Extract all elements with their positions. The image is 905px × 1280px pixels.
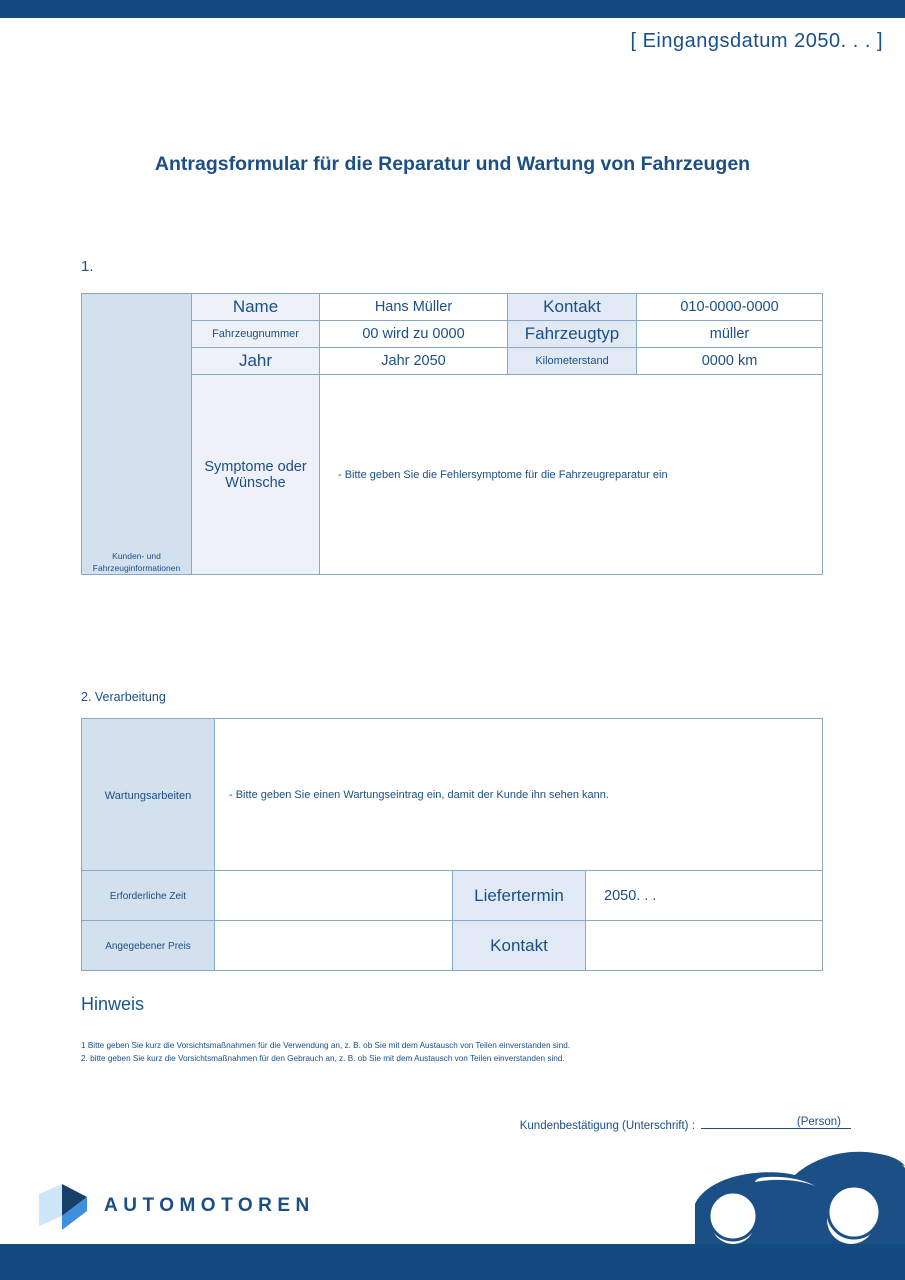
label-mileage: Kilometerstand (508, 348, 637, 375)
value-vehicle-type[interactable]: müller (637, 321, 823, 348)
notice-body (81, 1040, 781, 1065)
signature-label: Kundenbestätigung (Unterschrift) : (519, 1120, 695, 1132)
brand-name: AUTOMOTOREN (104, 1195, 315, 1216)
table-row (82, 719, 823, 871)
label-contact-2: Kontakt (453, 921, 586, 971)
label-stated-price: Angegebener Preis (82, 921, 215, 971)
section-1-label: 1. (81, 258, 94, 275)
page-title: Antragsformular für die Reparatur und Wartung von Fahrzeugen (154, 153, 751, 175)
bottom-brand-bar (0, 1244, 905, 1280)
table-row (82, 321, 823, 348)
notice-title: Hinweis (81, 994, 145, 1014)
signature-block (520, 1115, 841, 1132)
label-delivery-date: Liefertermin (453, 871, 586, 921)
label-contact: Kontakt (508, 294, 637, 321)
receipt-date-field: [ Eingangsdatum 2050. . . ] (630, 30, 883, 52)
label-vehicle-type: Fahrzeugtyp (508, 321, 637, 348)
processing-table (81, 718, 823, 971)
value-stated-price[interactable] (215, 921, 453, 971)
value-contact-2[interactable] (586, 921, 823, 971)
value-symptoms[interactable]: - Bitte geben Sie die Fehlersymptome für die Fahrzeugreparatur ein (320, 375, 823, 575)
label-maintenance-work: Wartungsarbeiten (82, 719, 215, 871)
value-delivery-date[interactable]: 2050. . . (586, 871, 823, 921)
value-vehicle-number[interactable]: 00 wird zu 0000 (320, 321, 508, 348)
label-required-time: Erforderliche Zeit (82, 871, 215, 921)
value-maintenance-work[interactable]: - Bitte geben Sie einen Wartungseintrag ein, damit der Kunde ihn sehen kann. (215, 719, 823, 871)
customer-vehicle-table (81, 293, 823, 575)
table-row (82, 348, 823, 375)
automotoren-logo-icon (38, 1180, 88, 1232)
label-vehicle-number: Fahrzeugnummer (192, 321, 320, 348)
table-row (82, 871, 823, 921)
value-name[interactable]: Hans Müller (320, 294, 508, 321)
label-year: Jahr (192, 348, 320, 375)
notice-line-1: 1 Bitte geben Sie kurz die Vorsichtsmaßnahmen für die Verwendung an, z. B. ob Sie mit dem Austausch von Teilen einverstanden sind. (81, 1041, 571, 1050)
sports-car-icon (655, 1140, 905, 1244)
table-row (82, 294, 823, 321)
footer-logo (38, 1180, 315, 1232)
table1-side-label: Kunden- und Fahrzeuginformationen (82, 294, 192, 575)
value-required-time[interactable] (215, 871, 453, 921)
table-row (82, 375, 823, 575)
label-name: Name (192, 294, 320, 321)
value-mileage[interactable]: 0000 km (637, 348, 823, 375)
table-row (82, 921, 823, 971)
notice-line-2: 2. bitte geben Sie kurz die Vorsichtsmaßnahmen für den Gebrauch an, z. B. ob Sie mit dem Austausch von Teilen einverstanden sind. (81, 1053, 565, 1063)
label-symptoms: Symptome oder Wünsche (192, 375, 320, 575)
section-2-label: 2. Verarbeitung (81, 690, 166, 704)
value-year[interactable]: Jahr 2050 (320, 348, 508, 375)
top-brand-bar (0, 0, 905, 18)
signature-person-hint: (Person) (796, 1116, 841, 1128)
value-contact[interactable]: 010-0000-0000 (637, 294, 823, 321)
